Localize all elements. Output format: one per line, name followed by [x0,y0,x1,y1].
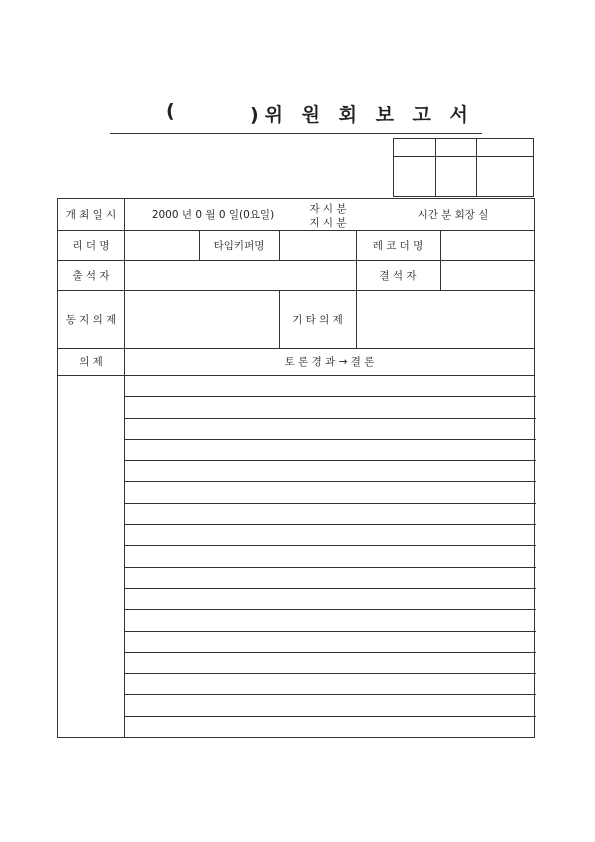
title-open-paren: ( [166,100,175,122]
date-value[interactable]: 2000 년 0 월 0 일(0요일) [151,209,275,221]
note-line [124,673,536,674]
approval-divider [476,139,477,196]
note-line [124,418,536,419]
note-line [124,631,536,632]
attendees-label: 출 석 자 [72,269,110,282]
note-line [124,396,536,397]
report-title [0,100,595,130]
approval-divider [435,139,436,196]
proposal-field[interactable] [125,290,279,348]
notes-area[interactable] [124,375,536,737]
note-line [124,652,536,653]
note-line [124,545,536,546]
leader-field[interactable] [125,230,199,260]
other-agenda-label: 기 타 의 제 [292,313,343,326]
approval-box [393,138,534,197]
discussion-result-header: 토 론 경 과 → 결 론 [284,356,375,368]
timekeeper-field[interactable] [280,230,356,260]
note-line [124,481,536,482]
other-agenda-field[interactable] [357,290,534,348]
proposal-label: 동 지 의 제 [65,313,117,326]
note-line [124,588,536,589]
attendees-field[interactable] [125,260,356,290]
report-form [57,198,535,738]
leader-label: 리 더 명 [72,239,110,252]
note-line [124,694,536,695]
note-line [124,716,536,717]
note-line [124,609,536,610]
meeting-place[interactable]: 시간 분 회장 실 [417,209,489,221]
note-line [124,567,536,568]
timekeeper-label: 타임키퍼명 [213,239,265,252]
note-line [124,439,536,440]
note-line [124,524,536,525]
note-line [124,460,536,461]
note-line [124,503,536,504]
recorder-label: 레 코 더 명 [372,239,424,252]
title-underline [110,133,482,134]
title-text: )위 원 회 보 고 서 [250,104,474,126]
end-time[interactable]: 지 시 분 [309,217,347,229]
absentees-field[interactable] [441,260,534,290]
start-time[interactable]: 자 시 분 [309,203,347,215]
approval-header-line [394,156,533,157]
recorder-field[interactable] [441,230,534,260]
absentees-label: 결 석 자 [379,269,417,282]
agenda-label: 의 제 [79,356,103,368]
date-label: 개 최 일 시 [65,209,117,221]
